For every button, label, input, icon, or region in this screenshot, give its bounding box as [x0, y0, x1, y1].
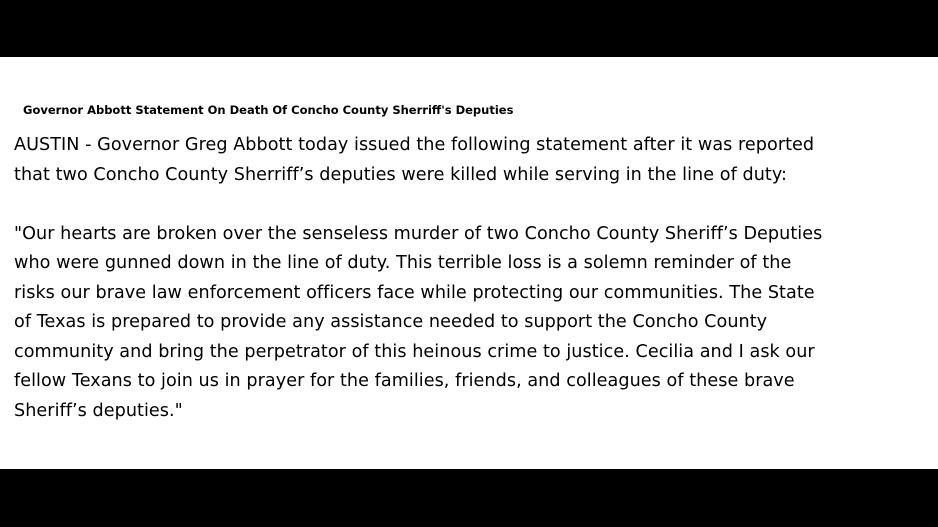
statement-page	[0, 57, 938, 469]
quote-line: risks our brave law enforcement officers face while protecting our communities. The State	[14, 282, 815, 303]
intro-paragraph	[14, 131, 924, 190]
top-letterbox-bar	[0, 0, 938, 57]
quote-line: fellow Texans to join us in prayer for the families, friends, and colleagues of these brave	[14, 371, 795, 391]
quote-line: "Our hearts are broken over the senseless murder of two Concho County Sheriff’s Deputies	[14, 223, 823, 244]
quote-line: of Texas is prepared to provide any assistance needed to support the Concho County	[14, 312, 768, 332]
statement-title: Governor Abbott Statement On Death Of Concho County Sherriff's Deputies	[23, 103, 514, 117]
intro-line: that two Concho County Sherriff’s deputies were killed while serving in the line of duty:	[14, 164, 788, 185]
intro-line: AUSTIN - Governor Greg Abbott today issued the following statement after it was reported	[14, 135, 815, 155]
quote-line: who were gunned down in the line of duty. This terrible loss is a solemn reminder of the	[14, 253, 792, 273]
bottom-letterbox-bar	[0, 469, 938, 527]
quote-paragraph	[14, 220, 924, 427]
quote-line: Sheriff’s deputies."	[14, 400, 183, 421]
quote-line: community and bring the perpetrator of this heinous crime to justice. Cecilia and I ask our	[14, 341, 815, 362]
